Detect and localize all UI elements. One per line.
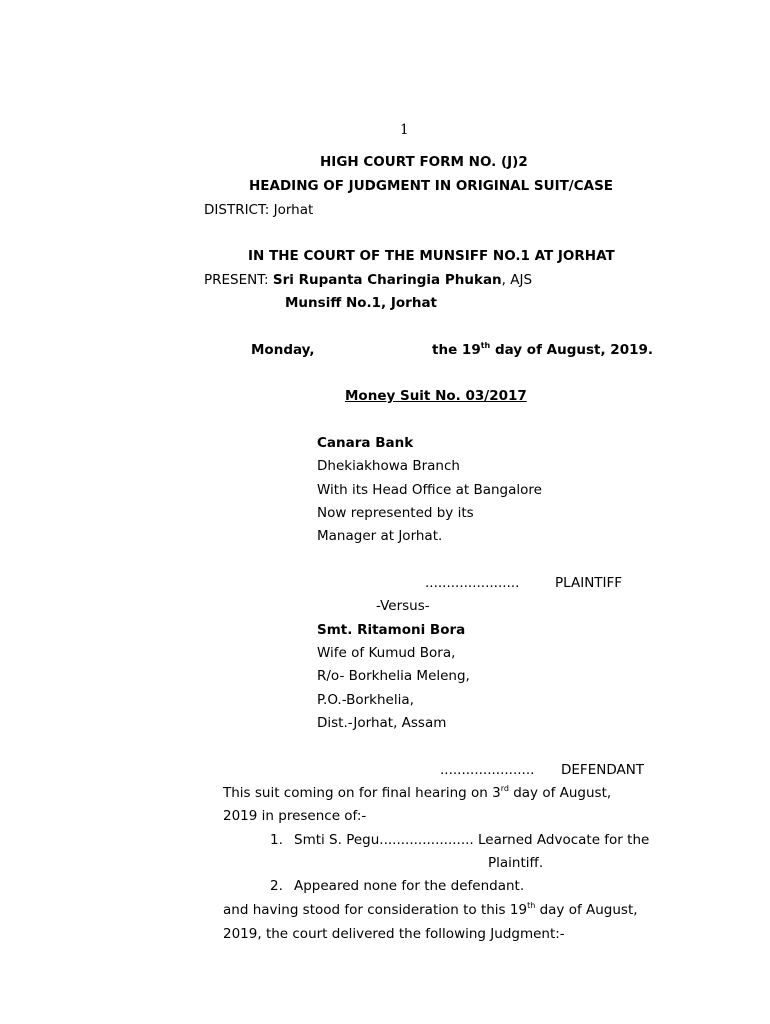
list-number: 1.	[270, 832, 283, 848]
hearing-text: and having stood for consideration to this 19th day of August,	[223, 901, 638, 918]
plaintiff-label: PLAINTIFF	[555, 575, 623, 591]
plaintiff-dots: ......................	[425, 575, 520, 591]
present-suffix: , AJS	[501, 272, 533, 288]
date-weekday: Monday,	[251, 342, 315, 358]
date-text: the 19th day of August, 2019.	[432, 341, 654, 358]
defendant-label: DEFENDANT	[561, 762, 645, 778]
list-number: 2.	[270, 878, 283, 894]
defendant-address-line: R/o- Borkhelia Meleng,	[317, 668, 470, 684]
page-number: 1	[400, 122, 409, 138]
plaintiff-address-line: Dhekiakhowa Branch	[317, 458, 460, 474]
versus: -Versus-	[376, 598, 430, 614]
defendant-address-line: Wife of Kumud Bora,	[317, 645, 456, 661]
form-title: HIGH COURT FORM NO. (J)2	[320, 154, 528, 170]
defendant-name: Smt. Ritamoni Bora	[317, 622, 466, 638]
list-item: Smti S. Pegu...................... Learned Advocate for the	[294, 832, 650, 848]
list-item-continuation: Plaintiff.	[488, 855, 544, 871]
defendant-dots: ......................	[440, 762, 535, 778]
plaintiff-name: Canara Bank	[317, 435, 414, 451]
present-label: PRESENT:	[204, 272, 269, 288]
judgment-heading: HEADING OF JUDGMENT IN ORIGINAL SUIT/CASE	[249, 178, 614, 194]
present-line	[204, 274, 532, 288]
designation: Munsiff No.1, Jorhat	[285, 295, 438, 311]
defendant-address-line: Dist.-Jorhat, Assam	[317, 715, 447, 731]
suit-number: Money Suit No. 03/2017	[345, 388, 527, 404]
plaintiff-address-line: Now represented by its	[317, 505, 474, 521]
court-title: IN THE COURT OF THE MUNSIFF NO.1 AT JORHAT	[248, 248, 615, 264]
plaintiff-address-line: Manager at Jorhat.	[317, 528, 443, 544]
hearing-text: 2019, the court delivered the following Judgment:-	[223, 926, 565, 942]
district-line: DISTRICT: Jorhat	[204, 202, 314, 218]
presiding-officer-name: Sri Rupanta Charingia Phukan	[272, 272, 502, 288]
hearing-text: 2019 in presence of:-	[223, 808, 367, 824]
list-item: Appeared none for the defendant.	[294, 878, 525, 894]
defendant-address-line: P.O.-Borkhelia,	[317, 692, 414, 708]
hearing-text: This suit coming on for final hearing on 3rd day of August,	[223, 784, 612, 801]
plaintiff-address-line: With its Head Office at Bangalore	[317, 482, 542, 498]
